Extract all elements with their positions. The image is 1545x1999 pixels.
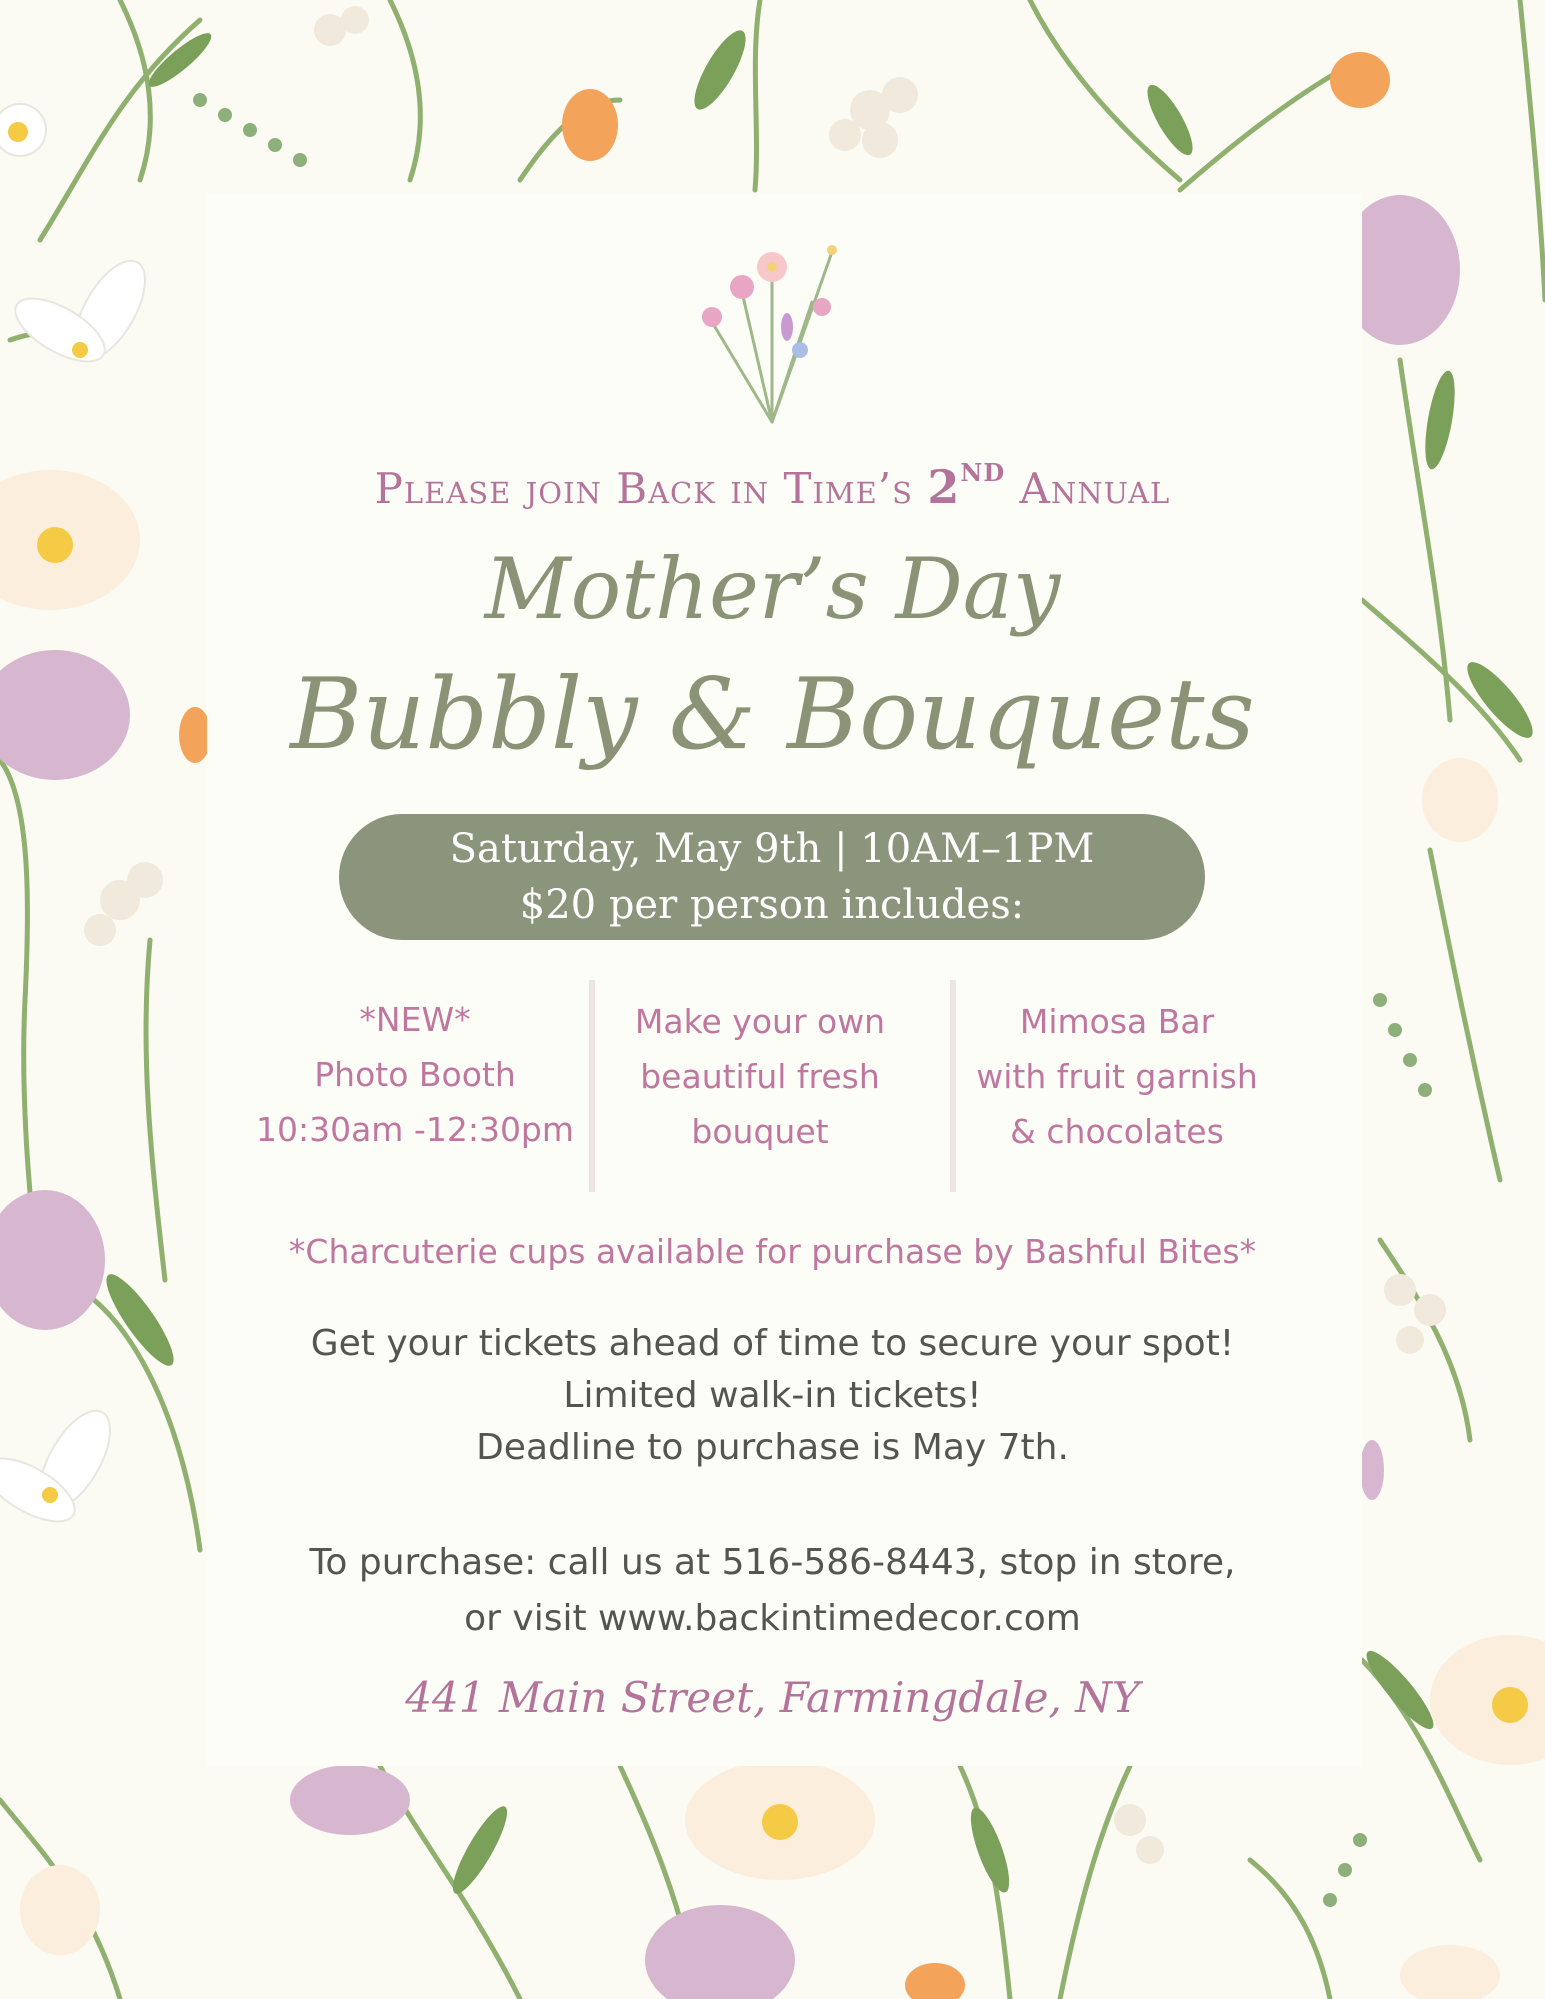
purchase-info [0,1535,1545,1647]
inclusions [245,992,1305,1198]
kicker-end: Annual [1019,464,1171,513]
inclusion-line: Mimosa Bar [1019,1002,1215,1041]
inclusion-line: 10:30am -12:30pm [255,1110,575,1149]
ticket-info [0,1318,1545,1474]
inclusion-photo-booth [245,992,585,1157]
inclusion-bouquet [590,994,930,1159]
event-details-pill [339,814,1205,940]
inclusion-line: *NEW* [359,1000,471,1039]
kicker-ordinal: ND [960,458,1006,487]
ticket-info-line: Get your tickets ahead of time to secure your spot! [310,1323,1235,1364]
title-line-1: Mother’s Day [484,540,1061,638]
charcuterie-note: *Charcuterie cups available for purchase by Bashful Bites* [288,1232,1257,1271]
purchase-line: To purchase: call us at 516-586-8443, stop in store, [309,1542,1236,1583]
kicker-prefix: Please join Back in Time’s [374,464,913,513]
title-line-2: Bubbly & Bouquets [290,658,1255,772]
inclusion-line: with fruit garnish [976,1057,1258,1096]
ticket-info-line: Limited walk-in tickets! [563,1375,982,1416]
inclusion-line: Make your own [634,1002,886,1041]
kicker-number: 2 [927,460,961,514]
inclusion-line: bouquet [691,1112,829,1151]
wildflower-bouquet-illustration [672,232,872,432]
invitation-kicker [0,458,1545,514]
ticket-info-line: Deadline to purchase is May 7th. [476,1427,1069,1468]
inclusion-line: beautiful fresh [640,1057,880,1096]
inclusion-line: & chocolates [1010,1112,1224,1151]
event-address: 441 Main Street, Farmingdale, NY [405,1673,1140,1722]
purchase-line: or visit www.backintimedecor.com [464,1598,1081,1639]
inclusion-line: Photo Booth [314,1055,516,1094]
event-price: $20 per person includes: [519,882,1025,928]
inclusion-mimosa-bar [947,994,1287,1159]
event-datetime: Saturday, May 9th | 10AM–1PM [449,826,1095,872]
